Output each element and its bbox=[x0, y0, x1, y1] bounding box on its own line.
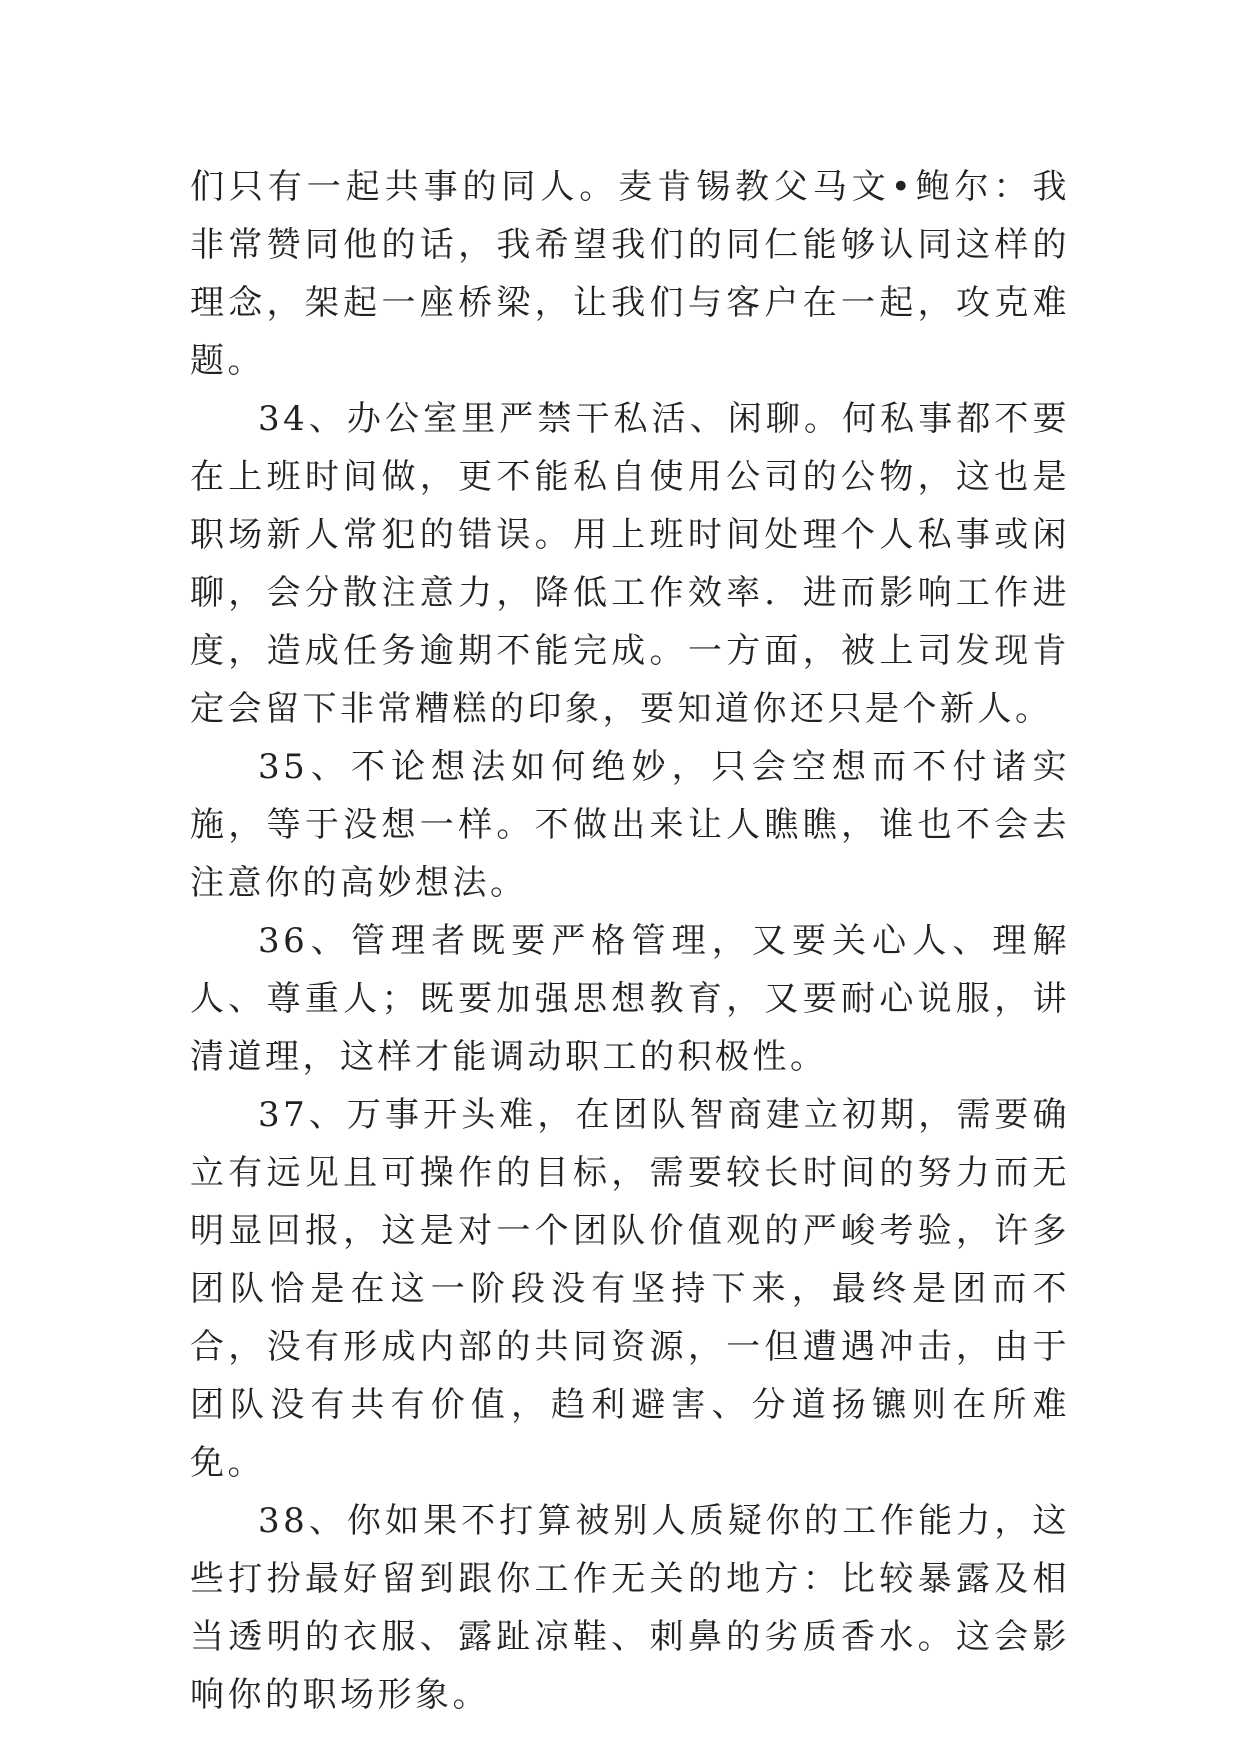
paragraph-34: 34、办公室里严禁干私活、闲聊。何私事都不要在上班时间做，更不能私自使用公司的公物，这也是职场新人常犯的错误。用上班时间处理个人私事或闲聊，会分散注意力，降低工作效率．进而影响工作进度，造成任务逾期不能完成。一方面，被上司发现肯定会留下非常糟糕的印象，要知道你还只是个新人。 bbox=[190, 399, 1070, 729]
paragraph-35: 35、不论想法如何绝妙，只会空想而不付诸实施，等于没想一样。不做出来让人瞧瞧，谁也不会去注意你的高妙想法。 bbox=[190, 747, 1070, 903]
paragraph-37: 37、万事开头难，在团队智商建立初期，需要确立有远见且可操作的目标，需要较长时间的努力而无明显回报，这是对一个团队价值观的严峻考验，许多团队恰是在这一阶段没有坚持下来，最终是团而不合，没有形成内部的共同资源，一但遭遇冲击，由于团队没有共有价值，趋利避害、分道扬镳则在所难免。 bbox=[190, 1095, 1070, 1483]
paragraph-38: 38、你如果不打算被别人质疑你的工作能力，这些打扮最好留到跟你工作无关的地方：比较暴露及相当透明的衣服、露趾凉鞋、刺鼻的劣质香水。这会影响你的职场形象。 bbox=[190, 1501, 1070, 1715]
paragraph-36: 36、管理者既要严格管理，又要关心人、理解人、尊重人；既要加强思想教育，又要耐心说服，讲清道理，这样才能调动职工的积极性。 bbox=[190, 921, 1070, 1077]
paragraph-continued: 们只有一起共事的同人。麦肯锡教父马文•鲍尔：我非常赞同他的话，我希望我们的同仁能够认同这样的理念，架起一座桥梁，让我们与客户在一起，攻克难题。 bbox=[190, 167, 1070, 381]
document-body bbox=[190, 158, 1070, 1724]
